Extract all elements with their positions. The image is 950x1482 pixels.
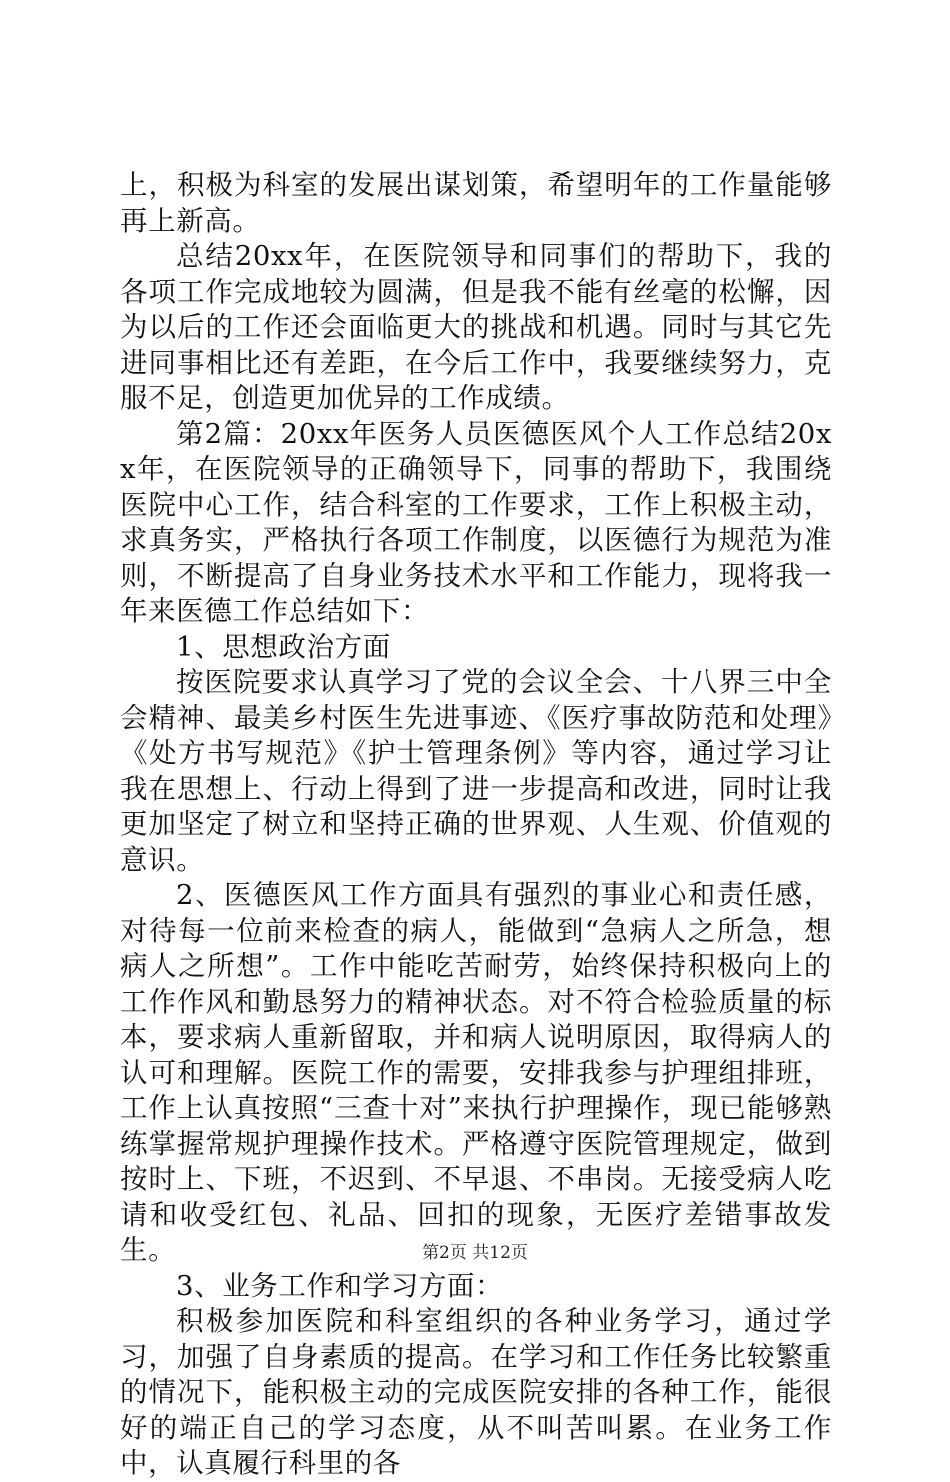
paragraph-2: 总结20xx年，在医院领导和同事们的帮助下，我的各项工作完成地较为圆满，但是我不能有丝毫的松懈，因为以后的工作还会面临更大的挑战和机遇。同时与其它先进同事相比还有差距，在今后工作中，我要继续努力，克服不足，创造更加优异的工作成绩。 xyxy=(120,240,832,414)
paragraph-4: 按医院要求认真学习了党的会议全会、十八界三中全会精神、最美乡村医生先进事迹、《医疗事故防范和处理》《处方书写规范》《护士管理条例》等内容，通过学习让我在思想上、行动上得到了进一步提高和改进，同时让我更加坚定了树立和坚持正确的世界观、人生观、价值观的意识。 xyxy=(120,666,832,876)
page-footer: 第2页 共12页 xyxy=(422,1243,528,1263)
paragraph-3: 第2篇：20xx年医务人员医德医风个人工作总结20xx年，在医院领导的正确领导下，同事的帮助下，我围绕医院中心工作，结合科室的工作要求，工作上积极主动，求真务实，严格执行各项工作制度，以医德行为规范为准则，不断提高了自身业务技术水平和工作能力，现将我一年来医德工作总结如下： xyxy=(120,417,832,627)
document-body xyxy=(120,168,832,1482)
paragraph-5: 2、医德医风工作方面具有强烈的事业心和责任感，对待每一位前来检查的病人，能做到“急病人之所急，想病人之所想”。工作中能吃苦耐劳，始终保持积极向上的工作作风和勤恳努力的精神状态。对不符合检验质量的标本，要求病人重新留取，并和病人说明原因，取得病人的认可和理解。医院工作的需要，安排我参与护理组排班，工作上认真按照“三查十对”来执行护理操作，现已能够熟练掌握常规护理操作技术。严格遵守医院管理规定，做到按时上、下班，不迟到、不早退、不串岗。无接受病人吃请和收受红包、礼品、回扣的现象，无医疗差错事故发生。 xyxy=(120,879,832,1266)
paragraph-1: 上，积极为科室的发展出谋划策，希望明年的工作量能够再上新高。 xyxy=(120,169,832,237)
section-heading-1: 1、思想政治方面 xyxy=(176,630,391,663)
paragraph-6: 积极参加医院和科室组织的各种业务学习，通过学习，加强了自身素质的提高。在学习和工作任务比较繁重的情况下，能积极主动的完成医院安排的各种工作，能很好的端正自己的学习态度，从不叫苦叫累。在业务工作中，认真履行科里的各 xyxy=(120,1305,832,1479)
section-heading-3: 3、业务工作和学习方面： xyxy=(176,1269,504,1302)
